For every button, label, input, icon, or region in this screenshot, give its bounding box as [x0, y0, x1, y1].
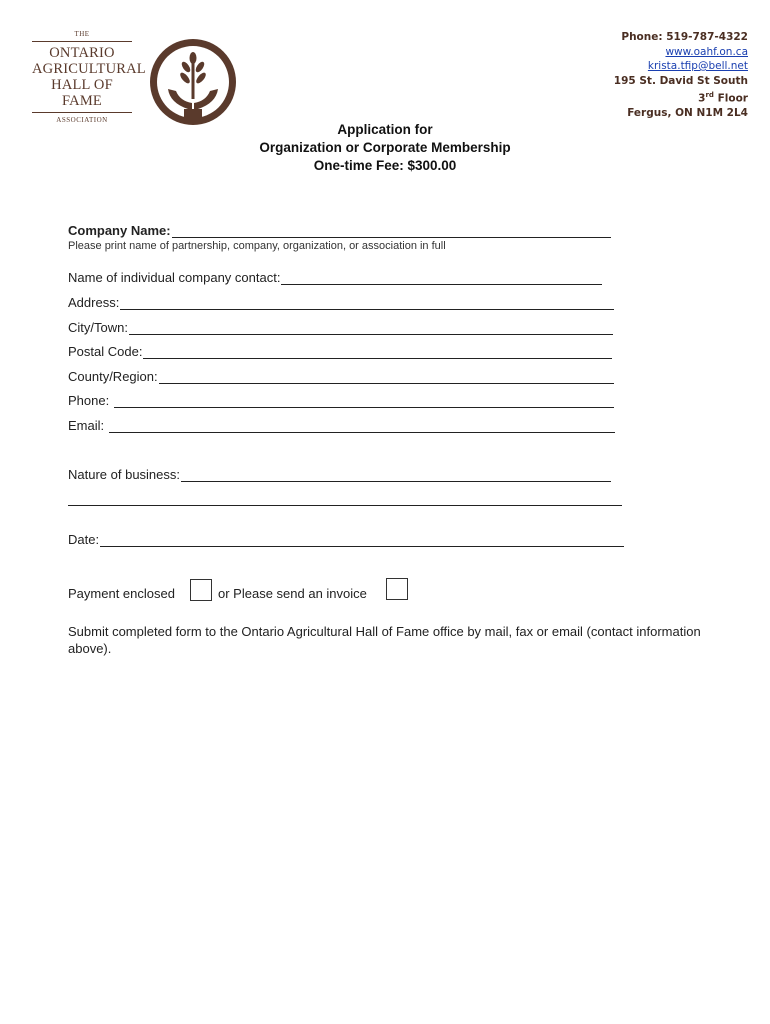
contact-website-link[interactable]: www.oahf.on.ca	[665, 45, 748, 58]
nature-of-business-line2[interactable]	[68, 505, 622, 506]
logo-emblem-icon	[148, 37, 238, 127]
address-input[interactable]	[120, 295, 614, 310]
payment-enclosed-checkbox[interactable]	[190, 579, 212, 601]
email-field	[68, 418, 615, 433]
contact-name-label: Name of individual company contact:	[68, 270, 281, 285]
company-name-field	[68, 223, 611, 238]
phone-input[interactable]	[114, 393, 614, 408]
contact-block	[614, 30, 748, 121]
city-town-field	[68, 320, 613, 335]
date-field	[68, 532, 624, 547]
title-line3: One-time Fee: $300.00	[313, 158, 457, 173]
contact-name-input[interactable]	[281, 270, 602, 285]
title-line1: Application for	[337, 122, 433, 137]
contact-city: Fergus, ON N1M 2L4	[627, 107, 748, 119]
phone-label: Phone:	[68, 393, 110, 408]
invoice-label: or Please send an invoice	[218, 586, 367, 601]
county-region-field	[68, 369, 614, 384]
logo-line3: HALL OF FAME	[51, 77, 113, 109]
contact-name-field	[68, 270, 602, 285]
logo-rule-top	[32, 41, 132, 42]
contact-floor: 3rd Floor	[698, 91, 748, 105]
contact-email-link[interactable]: krista.tfip@bell.net	[647, 60, 748, 72]
invoice-checkbox[interactable]	[386, 578, 408, 600]
date-input[interactable]	[100, 532, 624, 547]
phone-field	[68, 393, 614, 408]
city-town-label: City/Town:	[68, 320, 128, 335]
page-title	[0, 121, 770, 175]
logo-rule-bottom	[32, 112, 132, 113]
company-name-hint: Please print name of partnership, company, organization, or association in full	[68, 240, 446, 252]
nature-of-business-field	[68, 467, 611, 482]
address-label: Address:	[68, 295, 120, 310]
contact-phone: Phone: 519-787-4322	[621, 31, 748, 43]
contact-street: 195 St. David St South	[613, 74, 748, 87]
county-region-label: County/Region:	[68, 369, 158, 384]
nature-of-business-label: Nature of business:	[68, 467, 181, 482]
logo-line1: ONTARIO	[49, 45, 115, 61]
postal-code-field	[68, 344, 612, 359]
company-name-label: Company Name:	[68, 223, 171, 238]
date-label: Date:	[68, 532, 100, 547]
submission-note: Submit completed form to the Ontario Agricultural Hall of Fame office by mail, fax or email (contact information above).	[68, 624, 701, 656]
email-label: Email:	[68, 418, 105, 433]
payment-enclosed-label: Payment enclosed	[68, 586, 175, 601]
title-line2: Organization or Corporate Membership	[259, 140, 511, 155]
logo-association: ASSOCIATION	[56, 116, 108, 124]
email-input[interactable]	[109, 418, 615, 433]
city-town-input[interactable]	[129, 320, 613, 335]
address-field	[68, 295, 614, 310]
nature-of-business-input[interactable]	[181, 467, 611, 482]
logo-wordmark	[32, 30, 146, 124]
county-region-input[interactable]	[159, 369, 614, 384]
postal-code-input[interactable]	[143, 344, 612, 359]
logo-line2: AGRICULTURAL	[32, 61, 146, 77]
logo-the: THE	[74, 30, 90, 38]
postal-code-label: Postal Code:	[68, 344, 143, 359]
company-name-input[interactable]	[172, 223, 611, 238]
